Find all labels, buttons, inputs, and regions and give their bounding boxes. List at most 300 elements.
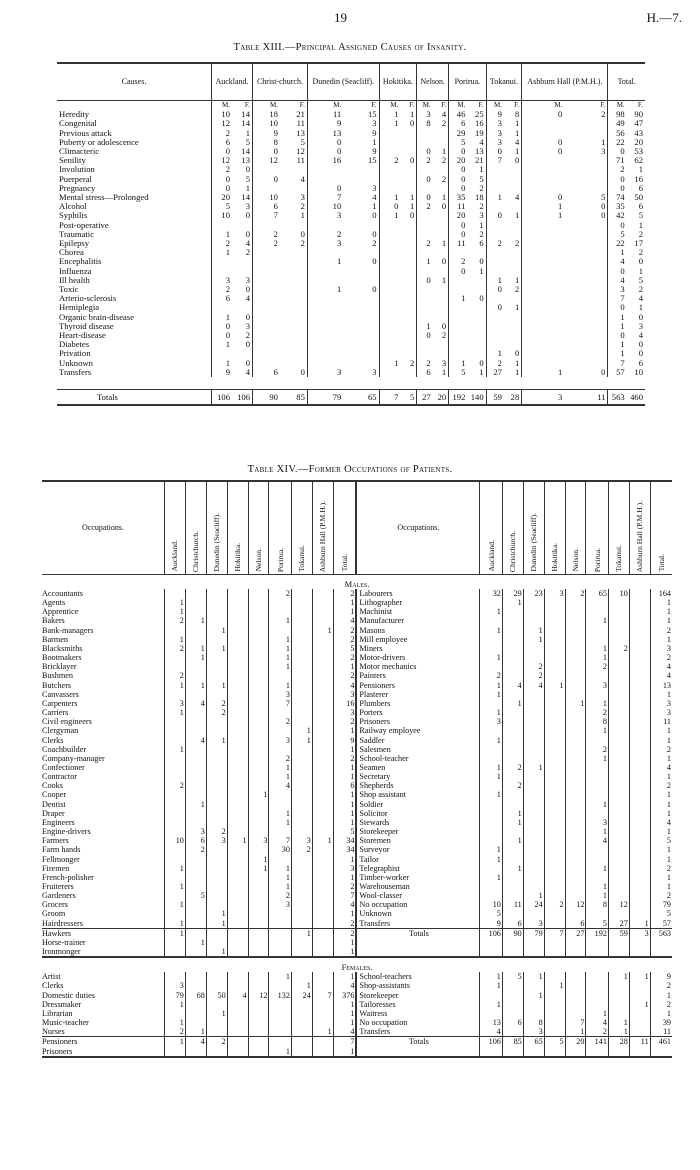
cell-value: 15 xyxy=(368,155,377,166)
cell-value: 0 xyxy=(372,228,377,239)
cell-value xyxy=(629,909,650,918)
cell-value xyxy=(629,726,650,735)
cell-value xyxy=(269,671,291,680)
cell-value xyxy=(608,991,629,1000)
cell-value: 1 xyxy=(165,1037,186,1047)
cell-value: 1 xyxy=(608,1027,629,1037)
cell-value: 2 xyxy=(253,230,280,239)
cell-value xyxy=(291,882,312,891)
cell-value: 1 xyxy=(522,368,565,377)
cell-value xyxy=(522,239,565,248)
cell-value xyxy=(480,864,502,873)
cell-value: 4 xyxy=(245,366,251,377)
cell-value xyxy=(253,267,280,276)
cell-value: 1 xyxy=(333,909,356,918)
cell-value xyxy=(280,313,307,322)
cell-value xyxy=(307,349,343,358)
cell-value: 2 xyxy=(650,864,672,873)
cell-value xyxy=(502,855,523,864)
cell-value: 1 xyxy=(333,1000,356,1009)
cell-value xyxy=(291,827,312,836)
cell-value: 4 xyxy=(638,330,643,341)
cell-value: 2 xyxy=(502,781,523,790)
table-row xyxy=(42,616,672,625)
cell-value: 1 xyxy=(165,1018,186,1027)
cell-value xyxy=(206,855,227,864)
cell-value xyxy=(227,900,248,909)
cell-value xyxy=(253,303,280,312)
cell-value: 1 xyxy=(269,809,291,818)
cell-value: 1 xyxy=(441,274,447,285)
cell-value xyxy=(291,607,312,616)
cell-value xyxy=(280,349,307,358)
cell-value: 0 xyxy=(245,284,251,295)
cell-value: 16 xyxy=(634,173,643,184)
cell-value: 1 xyxy=(333,855,356,864)
cell-value: 2 xyxy=(586,662,608,671)
cell-value xyxy=(312,919,333,929)
cell-value: 2 xyxy=(379,156,400,165)
cell-value xyxy=(629,781,650,790)
cell-value: 3 xyxy=(601,146,606,157)
cell-value xyxy=(504,331,522,340)
total-value: 20 xyxy=(565,1037,586,1047)
cell-value xyxy=(523,699,544,708)
cell-value: 4 xyxy=(586,836,608,845)
total-value: 85 xyxy=(280,390,307,406)
cell-value xyxy=(544,754,565,763)
cell-value xyxy=(629,616,650,625)
cell-value: 4 xyxy=(333,616,356,625)
cause-name: Influenza xyxy=(59,265,92,276)
page-number: 19 xyxy=(334,10,347,25)
occupation-name: Bank-managers xyxy=(42,625,94,635)
cell-value xyxy=(608,736,629,745)
cell-value xyxy=(248,644,269,653)
occupation-name: Cooks xyxy=(42,781,63,791)
cause-name: Climacteric xyxy=(59,146,100,157)
cell-value xyxy=(502,717,523,726)
cell-value xyxy=(629,635,650,644)
cell-value: 0 xyxy=(449,267,468,276)
cell-value: 5 xyxy=(638,274,643,285)
cell-value xyxy=(307,340,343,349)
cell-value xyxy=(165,947,186,957)
cell-value xyxy=(504,267,522,276)
cell-value: 3 xyxy=(479,210,484,221)
cell-value: 1 xyxy=(165,919,186,929)
cell-value: 1 xyxy=(523,891,544,900)
cell-value: 0 xyxy=(608,184,627,193)
cell-value xyxy=(291,1027,312,1037)
cell-value xyxy=(248,589,269,598)
cell-value xyxy=(629,800,650,809)
cell-value: 7 xyxy=(307,193,343,202)
cell-value: 13 xyxy=(480,1018,502,1027)
cell-value: 1 xyxy=(245,182,251,193)
cell-value xyxy=(312,1000,333,1009)
cell-value: 1 xyxy=(269,635,291,644)
cell-value xyxy=(185,754,206,763)
cell-value: 6 xyxy=(185,836,206,845)
cell-value xyxy=(523,690,544,699)
total-value: 59 xyxy=(486,390,504,406)
cell-value xyxy=(248,981,269,990)
cell-value: 3 xyxy=(300,192,305,203)
table-row xyxy=(42,827,672,836)
table14-title: Table XIV.—Former Occupations of Patients. xyxy=(247,464,453,475)
cell-value xyxy=(232,257,253,266)
cell-value xyxy=(291,1018,312,1027)
occupation-name: Miners xyxy=(356,644,480,653)
cell-value: 1 xyxy=(206,1009,227,1018)
cell-value xyxy=(269,981,291,990)
cell-value: 2 xyxy=(523,662,544,671)
table-row xyxy=(42,891,672,900)
cell-value xyxy=(312,818,333,827)
cause-name: Ill health xyxy=(59,274,90,285)
occupation-name: Tailoresses xyxy=(356,1000,480,1009)
cell-value xyxy=(586,809,608,818)
cell-value xyxy=(312,972,333,981)
cell-value xyxy=(608,981,629,990)
cell-value xyxy=(629,653,650,662)
cell-value xyxy=(629,1018,650,1027)
total-value: 20 xyxy=(433,390,449,406)
cell-value xyxy=(523,873,544,882)
cell-value xyxy=(433,340,449,349)
occupation-name: Blacksmiths xyxy=(42,643,83,653)
cell-value xyxy=(227,1009,248,1018)
cell-value: 2 xyxy=(638,284,643,295)
cell-value xyxy=(522,303,565,312)
cell-value xyxy=(343,267,379,276)
cell-value xyxy=(400,276,416,285)
cell-value xyxy=(185,981,206,990)
column-header-occupations: Occupations. xyxy=(356,481,480,575)
cell-value xyxy=(565,736,586,745)
cell-value: 2 xyxy=(601,109,606,120)
cell-value xyxy=(565,607,586,616)
cell-value xyxy=(522,349,565,358)
cell-value xyxy=(312,1037,333,1047)
cell-value: 1 xyxy=(409,201,415,212)
cell-value: 1 xyxy=(185,616,206,625)
cell-value xyxy=(608,809,629,818)
cell-value xyxy=(586,991,608,1000)
cell-value: 1 xyxy=(441,146,447,157)
cell-value xyxy=(312,1018,333,1027)
cell-value xyxy=(248,662,269,671)
cell-value xyxy=(433,248,449,257)
cell-value xyxy=(502,909,523,918)
cell-value xyxy=(307,267,343,276)
table-row xyxy=(57,267,645,276)
cell-value xyxy=(269,626,291,635)
cell-value: 1 xyxy=(650,607,672,616)
cell-value xyxy=(165,626,186,635)
cell-value xyxy=(312,681,333,690)
cell-value xyxy=(291,1000,312,1009)
cell-value: 3 xyxy=(372,366,377,377)
cell-value: 0 xyxy=(417,331,433,340)
cell-value xyxy=(564,165,608,174)
cell-value: 2 xyxy=(165,616,186,625)
cell-value: 49 xyxy=(608,119,627,128)
male-label: M. xyxy=(307,101,343,111)
cell-value xyxy=(502,754,523,763)
cell-value xyxy=(544,763,565,772)
cell-value xyxy=(608,726,629,735)
cell-value: 1 xyxy=(409,192,415,203)
cell-value: 1 xyxy=(586,1009,608,1018)
cell-value: 4 xyxy=(333,681,356,690)
cell-value: 4 xyxy=(185,1037,206,1047)
cell-value xyxy=(523,717,544,726)
cell-value xyxy=(400,221,416,230)
cell-value: 2 xyxy=(417,239,433,248)
cell-value xyxy=(248,708,269,717)
cell-value xyxy=(400,267,416,276)
cell-value xyxy=(291,855,312,864)
cell-value xyxy=(565,1009,586,1018)
occupation-name: Farmers xyxy=(42,836,69,846)
cell-value: 7 xyxy=(312,991,333,1000)
cell-value xyxy=(280,340,307,349)
cell-value xyxy=(165,726,186,735)
cell-value xyxy=(291,919,312,929)
cell-value xyxy=(433,165,449,174)
cell-value xyxy=(608,699,629,708)
cell-value xyxy=(165,818,186,827)
male-label: M. xyxy=(608,101,627,111)
cell-value xyxy=(502,626,523,635)
cell-value: 0 xyxy=(486,147,504,156)
male-label: M. xyxy=(417,101,433,111)
cell-value: 3 xyxy=(269,900,291,909)
occupation-name: Farm hands xyxy=(42,845,81,855)
cell-value: 1 xyxy=(586,864,608,873)
cell-value xyxy=(586,845,608,854)
cell-value: 39 xyxy=(650,1018,672,1027)
cell-value xyxy=(291,653,312,662)
cell-value xyxy=(433,349,449,358)
cell-value: 6 xyxy=(253,202,280,211)
cell-value xyxy=(206,662,227,671)
cell-value xyxy=(165,754,186,763)
cell-value: 376 xyxy=(333,991,356,1000)
occupation-name: Artist xyxy=(42,972,61,982)
cell-value: 16 xyxy=(475,118,484,129)
cell-value xyxy=(206,616,227,625)
cell-value: 2 xyxy=(212,239,233,248)
cell-value: 1 xyxy=(449,294,468,303)
cell-value xyxy=(608,745,629,754)
cell-value xyxy=(227,708,248,717)
occupation-name: Surveyor xyxy=(356,845,480,854)
cell-value: 0 xyxy=(212,331,233,340)
cell-value xyxy=(565,790,586,799)
cell-value xyxy=(227,800,248,809)
cell-value xyxy=(564,276,608,285)
cell-value: 0 xyxy=(212,322,233,331)
cell-value xyxy=(227,699,248,708)
cell-value: 14 xyxy=(241,146,251,157)
cell-value: 2 xyxy=(479,182,484,193)
cell-value xyxy=(291,873,312,882)
cell-value xyxy=(185,781,206,790)
cell-value: 1 xyxy=(269,662,291,671)
cell-value: 1 xyxy=(486,276,504,285)
cell-value xyxy=(227,690,248,699)
cell-value xyxy=(564,257,608,266)
cell-value xyxy=(248,781,269,790)
occupation-name: Butchers xyxy=(42,680,72,690)
column-header-causes: Causes. xyxy=(57,63,212,101)
cell-value: 1 xyxy=(206,736,227,745)
cell-value xyxy=(185,690,206,699)
cell-value: 2 xyxy=(441,173,447,184)
occupation-name: Railway employee xyxy=(356,726,480,735)
cell-value xyxy=(400,368,416,377)
occupation-name: Storemen xyxy=(356,836,480,845)
cell-value: 1 xyxy=(650,873,672,882)
table-row xyxy=(42,1047,672,1057)
cell-value xyxy=(523,653,544,662)
cell-value: 2 xyxy=(409,357,415,368)
cell-value: 2 xyxy=(523,671,544,680)
cell-value: 7 xyxy=(333,891,356,900)
table-row xyxy=(42,790,672,799)
cell-value xyxy=(312,909,333,918)
cell-value xyxy=(206,809,227,818)
cell-value: 1 xyxy=(523,635,544,644)
cell-value xyxy=(608,635,629,644)
cell-value: 0 xyxy=(638,348,643,359)
cell-value xyxy=(486,165,504,174)
occupation-name: Draper xyxy=(42,808,65,818)
cell-value xyxy=(185,882,206,891)
cell-value xyxy=(544,708,565,717)
cell-value xyxy=(467,331,486,340)
cell-value xyxy=(206,598,227,607)
cell-value: 10 xyxy=(608,589,629,598)
occupation-name: Confectioner xyxy=(42,762,85,772)
cell-value xyxy=(522,257,565,266)
table-row xyxy=(42,1037,672,1047)
cell-value xyxy=(269,1037,291,1047)
cell-value xyxy=(586,598,608,607)
cell-value: 0 xyxy=(479,256,484,267)
cell-value xyxy=(480,616,502,625)
cell-value: 2 xyxy=(333,589,356,598)
cell-value xyxy=(523,818,544,827)
column-header: Dunedin (Seacliff). xyxy=(206,481,227,575)
cell-value: 1 xyxy=(165,598,186,607)
occupation-name: French-polisher xyxy=(42,872,94,882)
cell-value: 29 xyxy=(502,589,523,598)
cell-value: 0 xyxy=(441,201,447,212)
cell-value xyxy=(280,294,307,303)
column-header: Christchurch. xyxy=(185,481,206,575)
cell-value xyxy=(185,873,206,882)
total-value: 3 xyxy=(629,928,650,938)
cell-value: 1 xyxy=(544,981,565,990)
former-occupations-table xyxy=(42,480,672,1058)
causes-of-insanity-table xyxy=(57,62,645,406)
cell-value: 1 xyxy=(629,972,650,981)
cell-value xyxy=(564,340,608,349)
cell-value xyxy=(269,607,291,616)
cell-value xyxy=(608,836,629,845)
cell-value: 9 xyxy=(372,127,377,138)
cell-value xyxy=(291,763,312,772)
cell-value xyxy=(480,827,502,836)
cell-value: 1 xyxy=(206,681,227,690)
cell-value: 1 xyxy=(333,790,356,799)
cell-value: 90 xyxy=(634,109,643,120)
cell-value: 0 xyxy=(449,184,468,193)
cell-value xyxy=(343,294,379,303)
table-row xyxy=(42,938,672,947)
cell-value xyxy=(400,239,416,248)
cell-value: 9 xyxy=(650,972,672,981)
cell-value xyxy=(227,736,248,745)
cell-value xyxy=(165,891,186,900)
table-row xyxy=(42,855,672,864)
total-value: 65 xyxy=(523,1037,544,1047)
table-row xyxy=(42,800,672,809)
cell-value xyxy=(165,790,186,799)
cell-value xyxy=(544,781,565,790)
cell-value xyxy=(227,598,248,607)
cell-value xyxy=(522,313,565,322)
cell-value: 9 xyxy=(253,129,280,138)
cell-value xyxy=(269,855,291,864)
cell-value xyxy=(379,368,400,377)
cell-value: 2 xyxy=(206,699,227,708)
cell-value xyxy=(608,909,629,918)
cell-value xyxy=(185,809,206,818)
cell-value: 1 xyxy=(480,690,502,699)
cell-value xyxy=(486,331,504,340)
cell-value xyxy=(227,772,248,781)
cell-value: 22 xyxy=(608,239,627,248)
cell-value xyxy=(502,845,523,854)
cell-value xyxy=(586,671,608,680)
cell-value: 1 xyxy=(441,366,447,377)
cell-value xyxy=(248,681,269,690)
cell-value: 2 xyxy=(269,754,291,763)
cell-value: 1 xyxy=(185,938,206,947)
occupation-name: Machinist xyxy=(356,607,480,616)
occupation-name: Shop-assistants xyxy=(356,981,480,990)
cell-value: 1 xyxy=(449,359,468,368)
cell-value xyxy=(564,175,608,184)
cell-value xyxy=(312,690,333,699)
cell-value xyxy=(291,864,312,873)
cell-value xyxy=(502,607,523,616)
cell-value: 2 xyxy=(449,257,468,266)
cell-value xyxy=(522,221,565,230)
cell-value xyxy=(227,717,248,726)
cell-value: 16 xyxy=(307,156,343,165)
cell-value xyxy=(185,671,206,680)
cell-value xyxy=(544,845,565,854)
total-value: 28 xyxy=(504,390,522,406)
cell-value: 1 xyxy=(502,864,523,873)
cell-value: 2 xyxy=(185,845,206,854)
